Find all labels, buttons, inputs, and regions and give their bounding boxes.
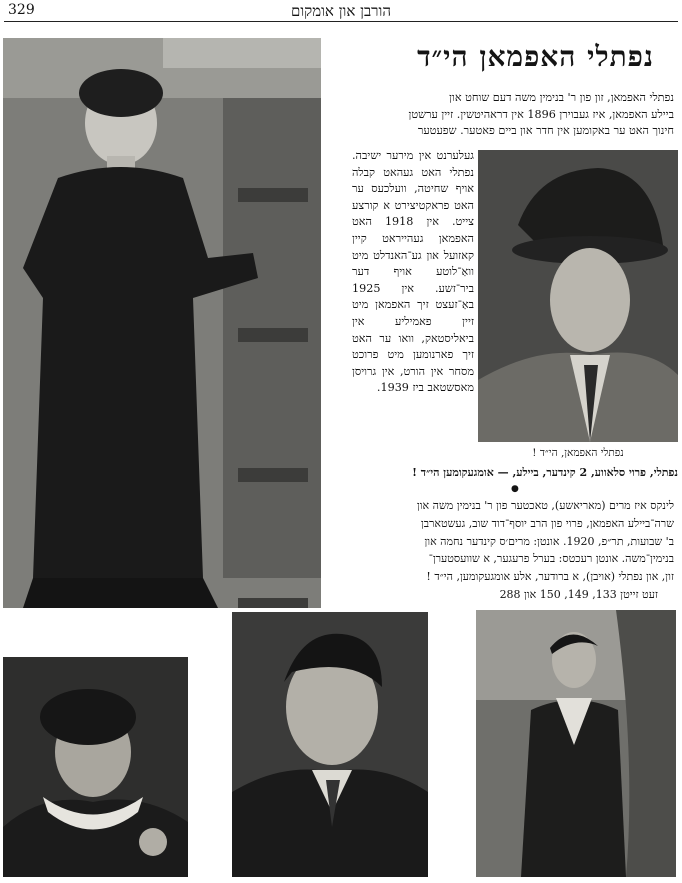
intro-line: נפתלי האפמאן, זון פון ר' בנימין משה דעם שוחט און	[449, 91, 674, 104]
bottom-line: לינקס איז מרים (מאריאשע), טאכטער פון ר' בנימין משה און	[416, 499, 674, 512]
intro-line: חינוך האט ער באקומען אין חדר און ביים פאטער. שפעטער	[417, 124, 674, 138]
page-number: 329	[8, 2, 35, 18]
bottom-line: שרה־ביילע האפמאן, פרוי פון הרב יוסף־דוד שוב, געשטארבן	[420, 516, 674, 530]
photo-woman-standing	[3, 38, 321, 608]
bottom-paragraph	[328, 497, 674, 604]
portrait-caption: נפתלי האפמאן, הי״ד !	[532, 447, 624, 459]
bottom-line: ב' שבועות, תר״פ, 1920. אונטן: מרים׳ס קינדער נחמה און	[424, 534, 674, 548]
header-rule	[4, 21, 678, 22]
intro-paragraph	[328, 90, 674, 140]
photo-naftali-hoffman	[478, 150, 678, 442]
running-header-title: הורבן און אומקום	[290, 2, 392, 20]
article-column-text: געלערנט אין מירער ישיבה. נפתלי האט געהאט קבלה אויף שחיטה, וועלכעס ער האט פראקטיצירט א קורצע צייט. אין 1918 האט האפמאן געהייראט קיין קאזועל און גע־האנדלט מיט וואַ־לוטע אויף דער ביר־זשע. אין 1925 באַ־זעצט זיך האפמאן מיט זיין פאמיליע אין ביאליסטאק, וואו ער האט זיך פארנומען מיט פרוכט מסחר אין הורט, אין גרויסן מאסשטאב ביז 1939.	[352, 149, 475, 395]
intro-line: ביילע האפמאן, איז געבוירן 1896 אין דראהיטשין. זיין ערשטן	[408, 107, 674, 121]
bottom-line: בנימין־משה. אונטן רעכטס: בערל פרעגער, א שוועסטערן־	[428, 552, 674, 566]
bottom-line: זון, און נפתלי (אויבן), א ברודער, אלע אומגעקומען, הי״ד !	[426, 570, 674, 584]
bottom-line: זעט זייטן 133, 149, 150 און 288	[499, 587, 658, 601]
family-line: נפתלי, פרוי סלאווע, 2 קינדער, ביילע, — אומגעקומען הי״ד !	[412, 466, 678, 479]
photo-benjamin-moshe	[232, 612, 428, 877]
photo-berl-preger	[476, 610, 676, 877]
article-title: נפתלי האפמאן הי״ד	[417, 40, 654, 73]
bullet-dot-icon: ●	[511, 484, 519, 494]
photo-nechama	[3, 657, 188, 877]
